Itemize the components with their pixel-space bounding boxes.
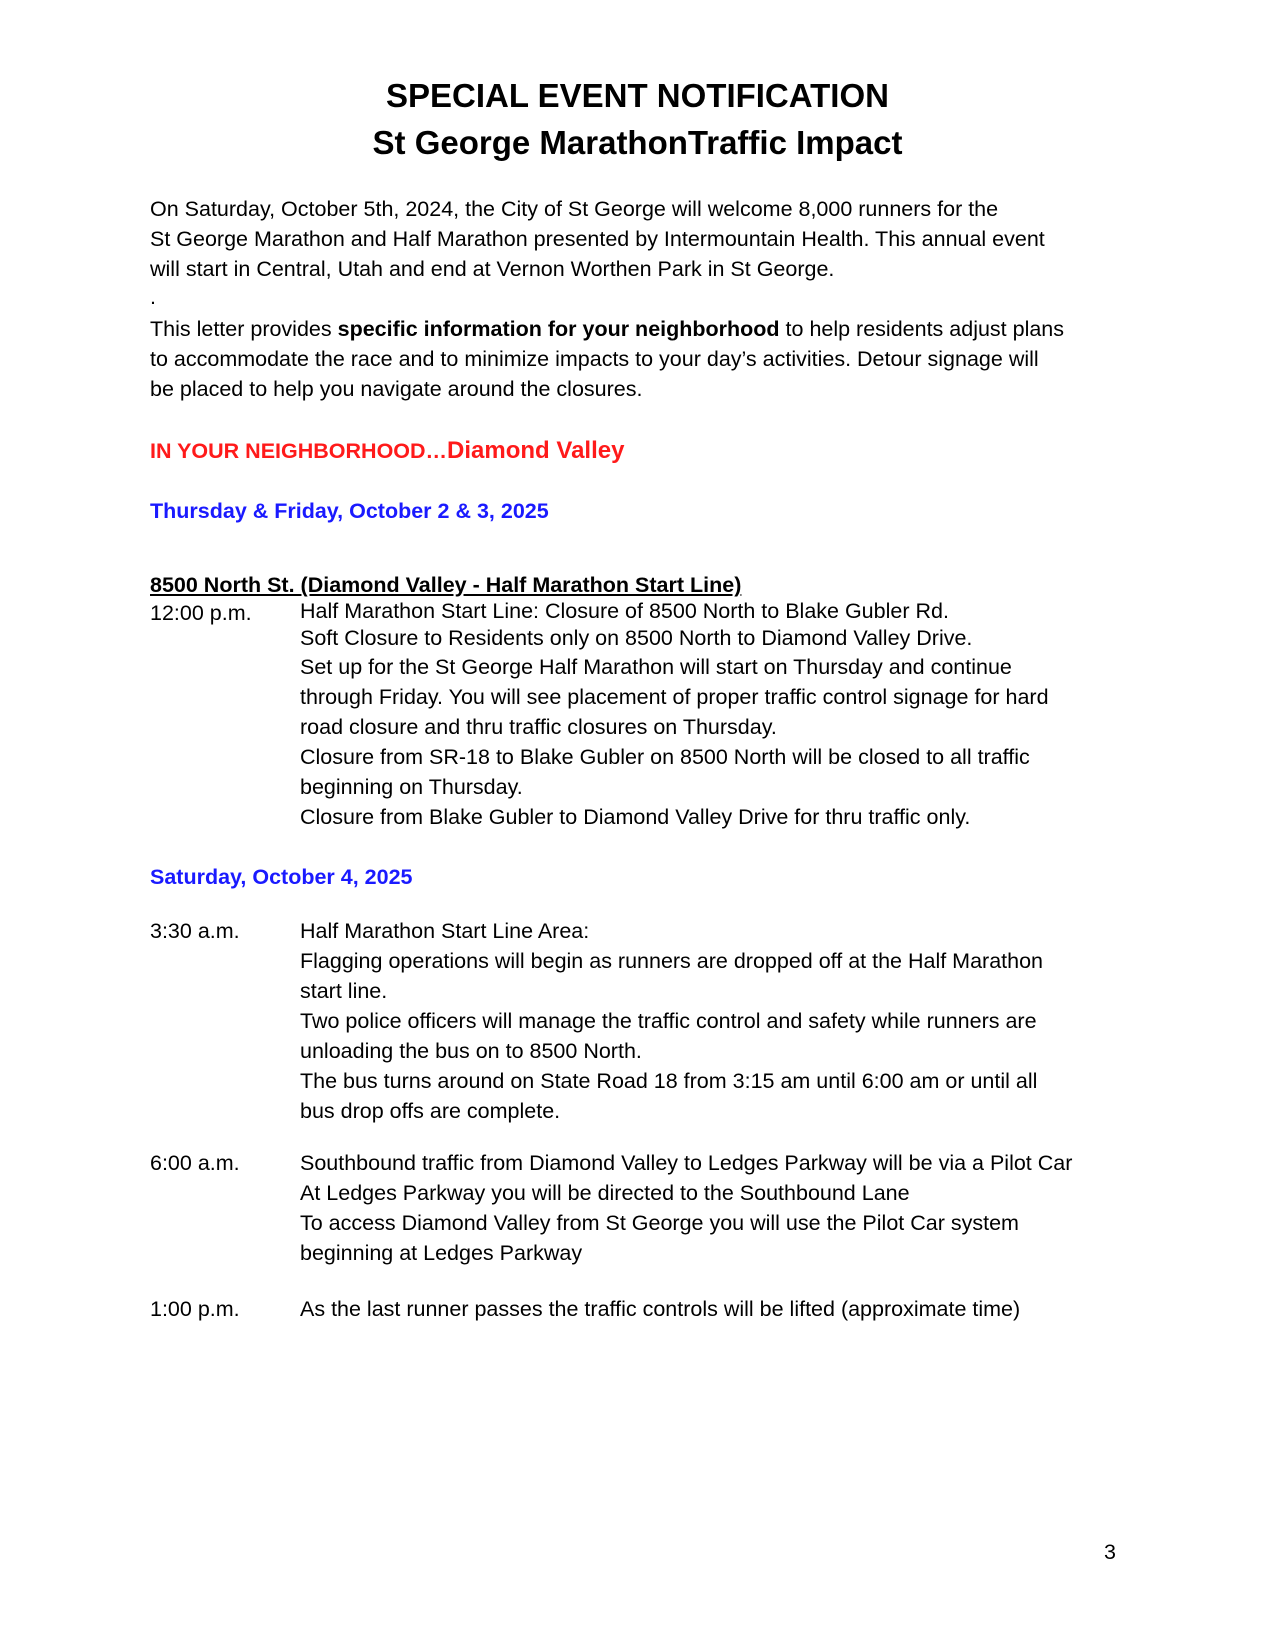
neighborhood-name: Diamond Valley <box>447 437 625 464</box>
schedule-line: start line. <box>300 979 388 1003</box>
neighborhood-label: IN YOUR NEIGHBORHOOD… <box>150 439 448 463</box>
schedule-line: At Ledges Parkway you will be directed to the Southbound Lane <box>300 1181 910 1205</box>
schedule-line: Soft Closure to Residents only on 8500 North to Diamond Valley Drive. <box>300 626 973 650</box>
intro-line: will start in Central, Utah and end at Vernon Worthen Park in St George. <box>150 257 835 281</box>
schedule-time: 6:00 a.m. <box>150 1151 240 1175</box>
schedule-line: Southbound traffic from Diamond Valley to Ledges Parkway will be via a Pilot Car <box>300 1151 1073 1175</box>
document-subtitle: St George MarathonTraffic Impact <box>372 124 903 161</box>
letter-line <box>150 314 1130 344</box>
letter-paragraph <box>150 314 1130 404</box>
section-heading-saturday: Saturday, October 4, 2025 <box>150 865 413 889</box>
schedule-line: beginning on Thursday. <box>300 775 523 799</box>
schedule-line: Half Marathon Start Line Area: <box>300 919 590 943</box>
document-title: SPECIAL EVENT NOTIFICATION <box>386 77 889 114</box>
schedule-line: road closure and thru traffic closures on Thursday. <box>300 715 777 739</box>
schedule-line: bus drop offs are complete. <box>300 1099 561 1123</box>
schedule-description <box>300 1148 1130 1268</box>
schedule-line: As the last runner passes the traffic controls will be lifted (approximate time) <box>300 1297 1021 1321</box>
intro-line: On Saturday, October 5th, 2024, the City of St George will welcome 8,000 runners for the <box>150 197 999 221</box>
schedule-line: through Friday. You will see placement of proper traffic control signage for hard <box>300 685 1049 709</box>
schedule-line: To access Diamond Valley from St George you will use the Pilot Car system <box>300 1211 1019 1235</box>
schedule-line: unloading the bus on to 8500 North. <box>300 1039 642 1063</box>
letter-line: be placed to help you navigate around the closures. <box>150 377 643 401</box>
schedule-line: Half Marathon Start Line: Closure of 8500 North to Blake Gubler Rd. <box>300 599 949 623</box>
schedule-line: Closure from Blake Gubler to Diamond Valley Drive for thru traffic only. <box>300 805 971 829</box>
schedule-line: Closure from SR-18 to Blake Gubler on 8500 North will be closed to all traffic <box>300 745 1030 769</box>
letter-emphasis: specific information for your neighborhood <box>337 317 780 341</box>
schedule-description <box>300 598 1130 832</box>
separator-dot: . <box>150 285 156 309</box>
letter-text: This letter provides <box>150 317 338 341</box>
schedule-line: The bus turns around on State Road 18 from 3:15 am until 6:00 am or until all <box>300 1069 1038 1093</box>
letter-line: to accommodate the race and to minimize impacts to your day’s activities. Detour signage will <box>150 347 1039 371</box>
section-subheading: 8500 North St. (Diamond Valley - Half Marathon Start Line) <box>150 573 742 597</box>
schedule-description <box>300 1294 1130 1324</box>
schedule-line: beginning at Ledges Parkway <box>300 1241 583 1265</box>
intro-line: St George Marathon and Half Marathon presented by Intermountain Health. This annual event <box>150 227 1045 251</box>
intro-paragraph <box>150 194 1130 284</box>
schedule-time: 3:30 a.m. <box>150 919 240 943</box>
schedule-line: Flagging operations will begin as runners are dropped off at the Half Marathon <box>300 949 1043 973</box>
letter-text: to help residents adjust plans <box>779 317 1065 341</box>
section-heading-thursday-friday: Thursday & Friday, October 2 & 3, 2025 <box>150 499 549 523</box>
schedule-time: 1:00 p.m. <box>150 1297 240 1321</box>
schedule-description <box>300 916 1130 1126</box>
schedule-time: 12:00 p.m. <box>150 601 252 625</box>
schedule-line: Two police officers will manage the traffic control and safety while runners are <box>300 1009 1037 1033</box>
neighborhood-heading <box>150 436 624 466</box>
page-number: 3 <box>1104 1540 1116 1564</box>
schedule-line: Set up for the St George Half Marathon will start on Thursday and continue <box>300 655 1012 679</box>
